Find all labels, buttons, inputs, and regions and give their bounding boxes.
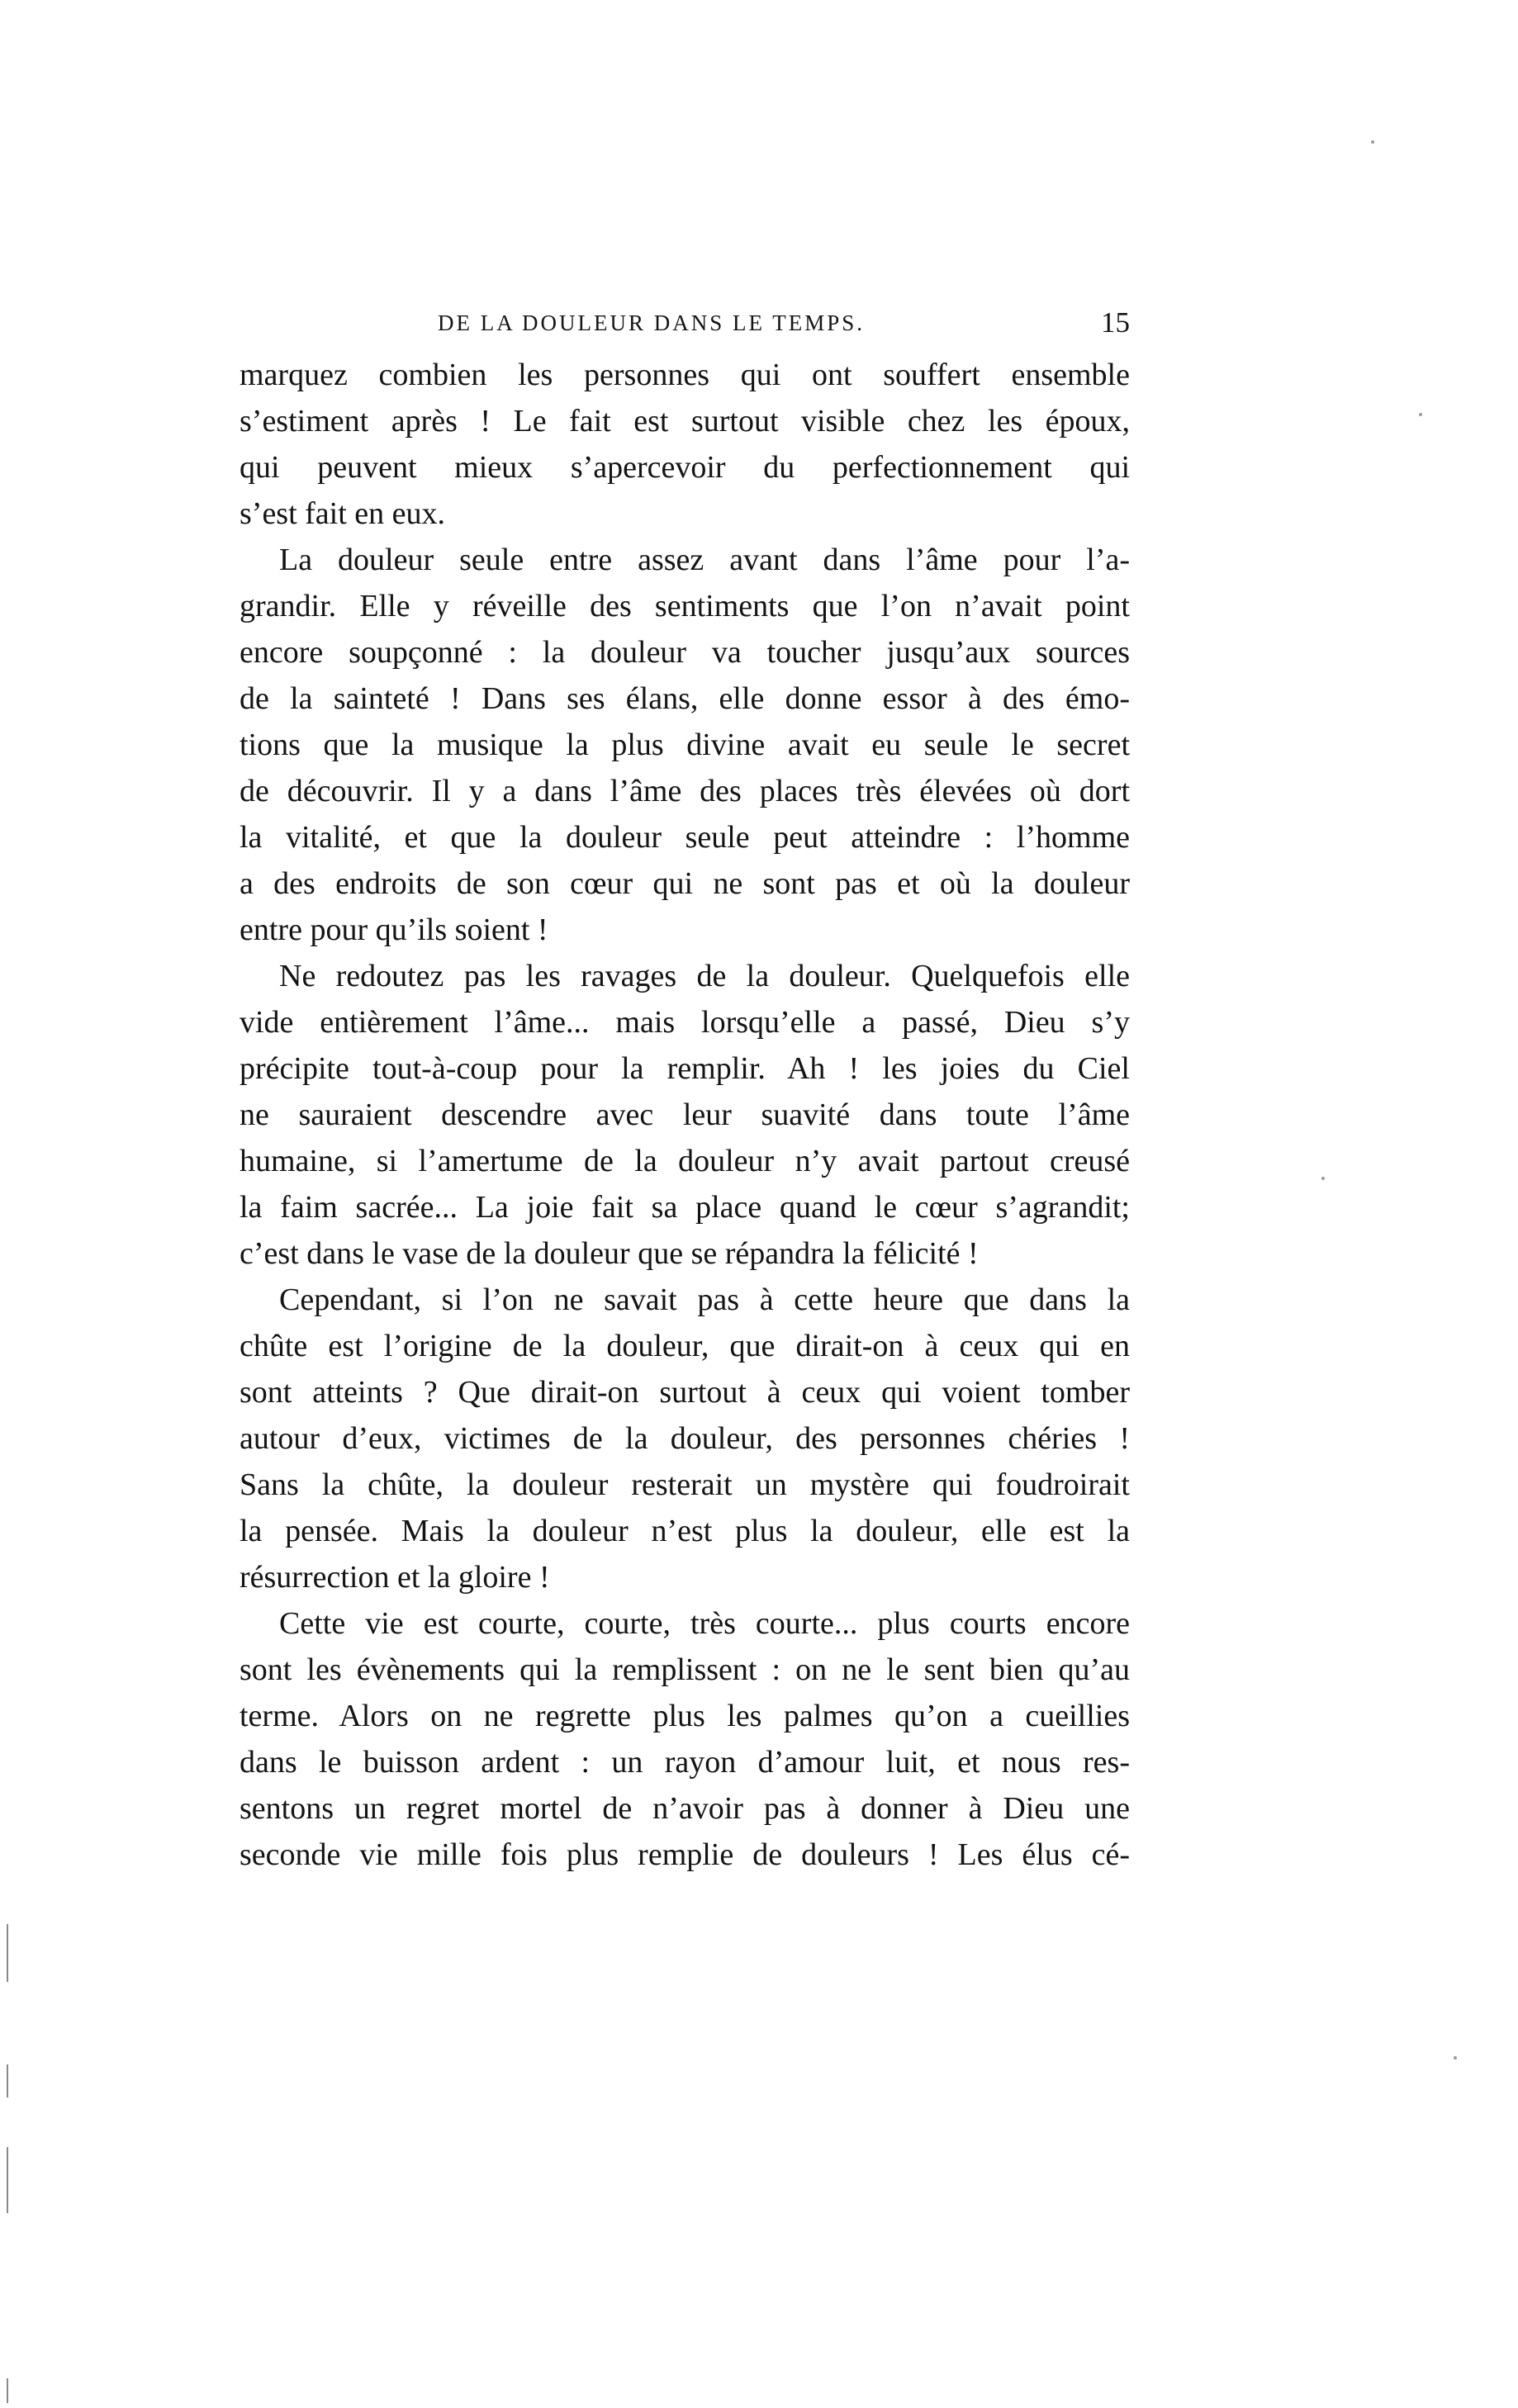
paragraph-start-line: Cependant, si l’on ne savait pas à cette heure que dans la [279,1282,1130,1317]
text-line: la vitalité, et que la douleur seule peut atteindre : l’homme [240,820,1130,855]
text-line: ne sauraient descendre avec leur suavité dans toute l’âme [240,1097,1130,1132]
text-line: la pensée. Mais la douleur n’est plus la douleur, elle est la [240,1514,1130,1548]
text-line: sont atteints ? Que dirait-on surtout à ceux qui voient tomber [240,1375,1130,1410]
paragraph-start-line: La douleur seule entre assez avant dans l’âme pour l’a- [279,543,1130,577]
text-line: Sans la chûte, la douleur resterait un mystère qui foudroirait [240,1467,1130,1502]
text-line: marquez combien les personnes qui ont souffert ensemble [240,358,1130,392]
body-text [240,352,1130,1878]
text-line: précipite tout-à-coup pour la remplir. Ah ! les joies du Ciel [240,1051,1130,1086]
scan-speck [1454,2056,1457,2060]
text-line: sont les évènements qui la remplissent : on ne le sent bien qu’au [240,1652,1130,1687]
text-line: c’est dans le vase de la douleur que se répandra la félicité ! [240,1236,979,1271]
paragraph-start-line: Ne redoutez pas les ravages de la douleur. Quelquefois elle [279,959,1130,993]
scan-edge-mark [7,2378,8,2403]
text-line: tions que la musique la plus divine avait eu seule le secret [240,728,1130,762]
text-line: qui peuvent mieux s’apercevoir du perfectionnement qui [240,450,1130,485]
scan-edge-mark [7,2064,8,2098]
text-line: entre pour qu’ils soient ! [240,912,548,947]
text-line: humaine, si l’amertume de la douleur n’y avait partout creusé [240,1144,1130,1178]
text-line: chûte est l’origine de la douleur, que dirait-on à ceux qui en [240,1329,1130,1363]
scan-edge-mark [7,2147,8,2213]
text-line: grandir. Elle y réveille des sentiments que l’on n’avait point [240,589,1130,623]
text-line: sentons un regret mortel de n’avoir pas à donner à Dieu une [240,1791,1130,1826]
scan-speck [1321,1177,1325,1180]
text-line: dans le buisson ardent : un rayon d’amour luit, et nous res- [240,1745,1130,1780]
text-line: seconde vie mille fois plus remplie de douleurs ! Les élus cé- [240,1837,1130,1872]
text-line: de la sainteté ! Dans ses élans, elle donne essor à des émo- [240,681,1130,716]
text-line: vide entièrement l’âme... mais lorsqu’elle a passé, Dieu s’y [240,1005,1130,1040]
scan-speck [1371,140,1374,144]
text-line: s’est fait en eux. [240,496,446,531]
text-line: s’estiment après ! Le fait est surtout visible chez les époux, [240,404,1130,438]
running-title: DE LA DOULEUR DANS LE TEMPS. [438,310,866,335]
text-line: résurrection et la gloire ! [240,1560,550,1595]
text-line: terme. Alors on ne regrette plus les palmes qu’on a cueillies [240,1699,1130,1733]
page-number: 15 [1101,306,1130,339]
text-line: de découvrir. Il y a dans l’âme des places très élevées où dort [240,774,1130,808]
text-line: autour d’eux, victimes de la douleur, des personnes chéries ! [240,1421,1130,1456]
text-line: a des endroits de son cœur qui ne sont pas et où la douleur [240,866,1130,901]
scan-edge-mark [7,1924,8,1982]
text-line: la faim sacrée... La joie fait sa place quand le cœur s’agrandit; [240,1190,1130,1225]
paragraph-start-line: Cette vie est courte, courte, très courte... plus courts encore [279,1606,1130,1641]
scan-speck [1419,413,1422,416]
running-head [240,302,1130,344]
text-line: encore soupçonné : la douleur va toucher jusqu’aux sources [240,635,1130,670]
